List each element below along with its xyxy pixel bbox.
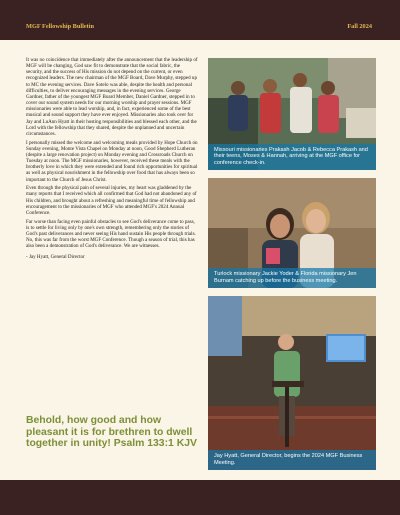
photo-caption: Jay Hyatt, General Director, begins the 2024 MGF Business Meeting.	[208, 450, 376, 470]
article-signature: - Jay Hyatt, General Director	[26, 254, 85, 261]
article-paragraph: It was no coincidence that immediately after the announcement that the leadership of MGF will be changing, God saw fit to demonstrate that the social fabric, the security, and the success of His mission do not depend on the current, or even recognized leaders. The new chairman of the MGF Board, Dave Murphy, stepped up to MC the evening services. Dave Sotelo was able, despite the health and personal difficulties, to deliver encouraging messages in the evening services. George Gardner, father of the youngest MGF Board Member, Daniel Gardner, stepped in to cover our sound system needs for our morning worship and prayer sessions. MGF missionaries were able to lead worship, and, in fact, experienced some of the best musical and sound support they have ever enjoyed. Missionaries also took over for Jay and LuAnn Hyatt in their hosting responsibilities and blessed each other, and the Lord with the fellowship that they shared, despite the unplanned and uncertain circumstances.	[26, 57, 198, 137]
article-paragraph: Even through the physical pain of several injuries, my heart was gladdened by the many reports that I received which all confirmed that God had not abandoned any of His children, and brought about a refreshing and meaningful time of fellowship and encouragement to the missionaries of MGF who attended MGF's 2024 Annual Conference.	[26, 185, 197, 216]
article-paragraph: I personally missed the welcome and welcoming meals provided by Hope Church on Sunday evening, Monte Vista Chapel on Monday at noon, Good Shepherd Lutheran (despite a large renovation project) on Monday evening and Crossroads Church on Tuesday at noon. The MGF missionaries, however, received these meals with the brotherly love in which they were extended and found rich opportunities for spiritual as well as physical nourishment in the fellowship over food that has always been so important to the Church of Jesus Christ.	[26, 139, 198, 183]
page-header	[0, 0, 400, 40]
issue-label: Fall 2024	[347, 23, 372, 30]
bulletin-title: MGF Fellowship Bulletin	[26, 23, 94, 30]
photo-prakash-family	[208, 58, 376, 170]
photo-business-meeting	[208, 296, 376, 470]
page-footer	[0, 480, 400, 515]
article-body	[26, 57, 198, 263]
photo-business-meeting-image	[208, 296, 376, 470]
photo-caption: Missouri missionaries Prakash Jacob & Rebecca Prakash and their teens, Moses & Hannah, arriving at the MGF office for conference check-in.	[208, 144, 376, 170]
photo-yoder-burnam	[208, 178, 376, 288]
scripture-verse: Behold, how good and how pleasant it is for brethren to dwell together in unity! Psalm 133:1 KJV	[26, 415, 197, 450]
article-paragraph: Far worse than facing even painful obstacles to see God's deliverance come to pass, is to settle for living only by one's own strength, remembering only the stories of God's past deliverances and never seeing His hand sustain His people through trials. No, this was far from the worst MGF Conference. Though a season of trial, this has also been a demonstration of God's deliverance. We are witnesses.	[26, 218, 196, 250]
photo-caption: Turlock missionary Jackie Yoder & Florida missionary Jen Burnam catching up before the business meeting.	[208, 268, 376, 288]
